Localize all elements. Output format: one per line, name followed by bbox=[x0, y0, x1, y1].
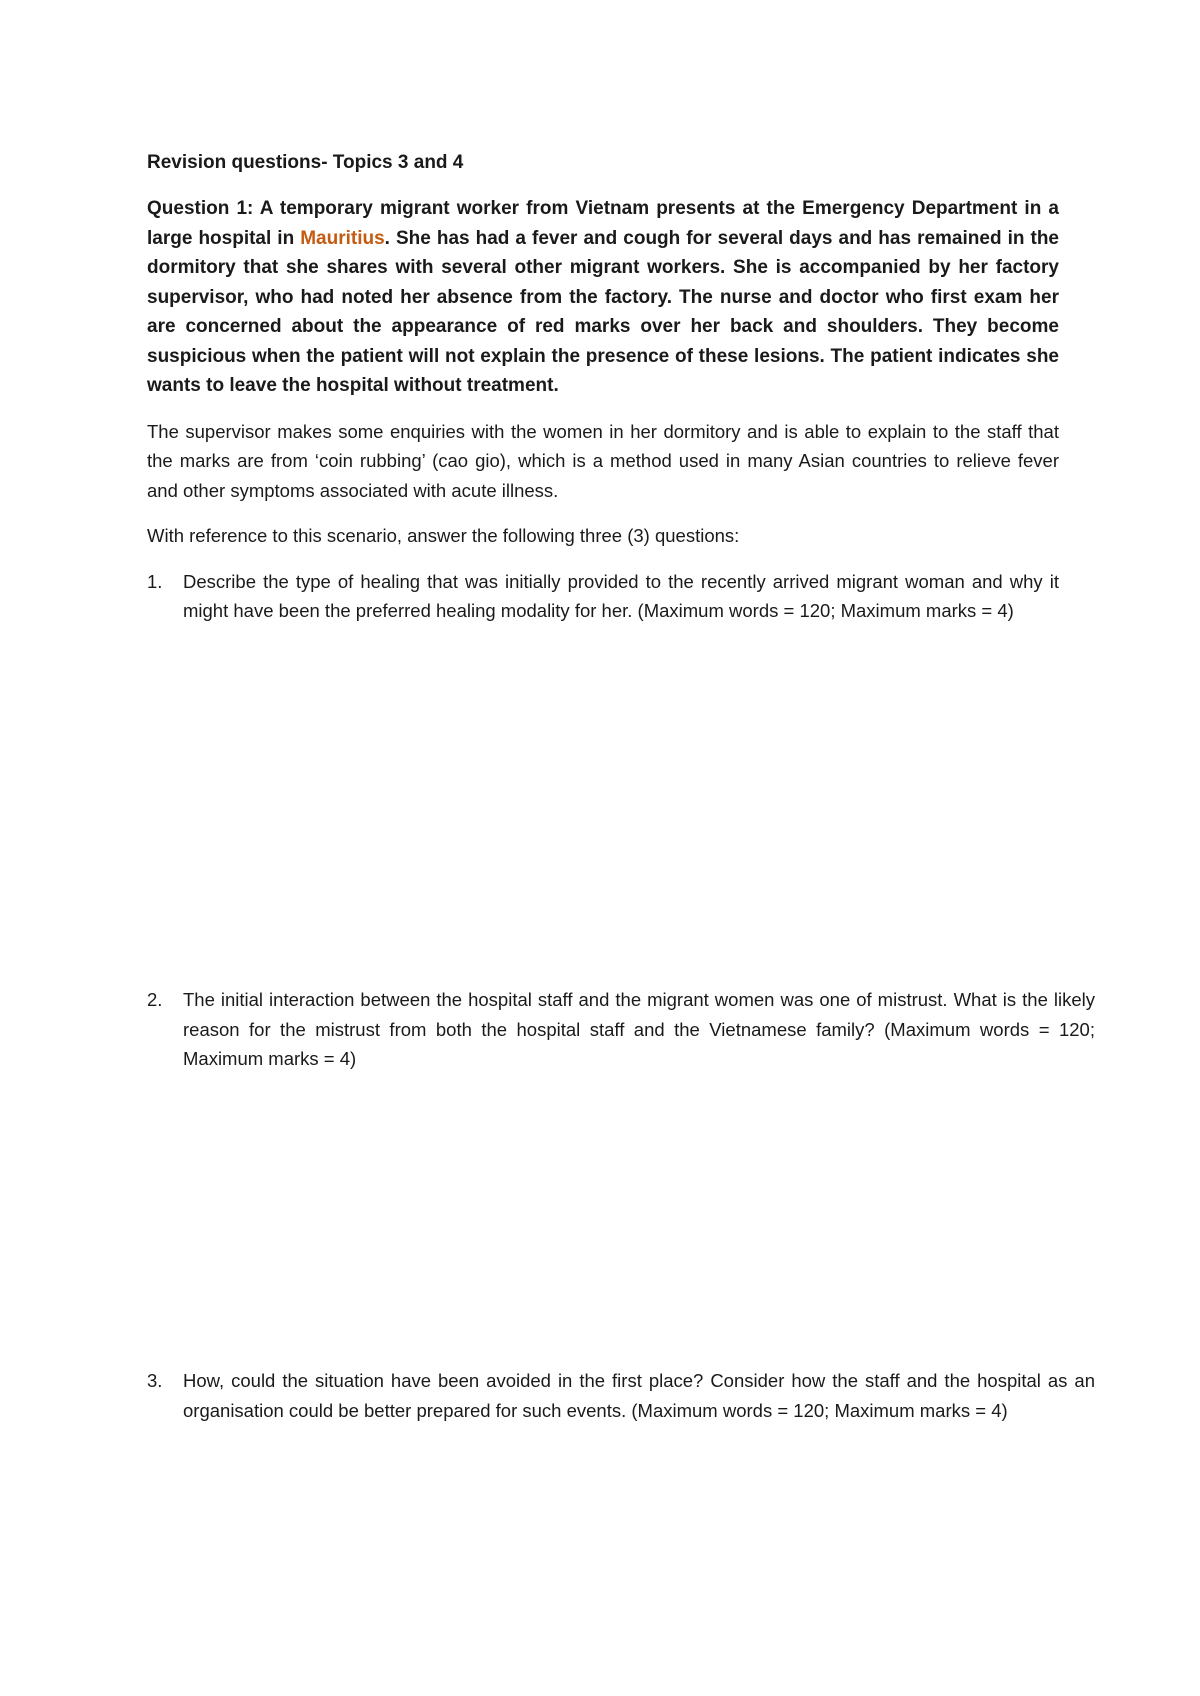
question-text: How, could the situation have been avoided in the first place? Consider how the staff and the hospital as an organisation could be better prepared for such events. (Maximum words = 120; Maximum marks = 4) bbox=[183, 1370, 1095, 1421]
question-number: 3. bbox=[147, 1370, 163, 1391]
question-text: Describe the type of healing that was initially provided to the recently arrived migrant woman and why it might have been the preferred healing modality for her. (Maximum words = 120; Maximum marks = 4) bbox=[183, 570, 1059, 621]
scenario-text-part1: Question 1: A temporary migrant worker from Vietnam presents at the Emergency Department in a large hospital in bbox=[147, 198, 1059, 249]
instruction-paragraph: With reference to this scenario, answer the following three (3) questions: bbox=[147, 525, 740, 546]
question-number: 2. bbox=[147, 989, 163, 1010]
scenario-highlight-country: Mauritius bbox=[300, 227, 385, 249]
question-item-2 bbox=[147, 985, 1095, 1074]
question-number: 1. bbox=[147, 570, 163, 592]
question-list bbox=[147, 567, 1095, 1421]
question-item-3 bbox=[147, 1366, 1095, 1425]
question-item-1 bbox=[147, 567, 1059, 626]
supervisor-paragraph: The supervisor makes some enquiries with the women in her dormitory and is able to explain to the staff that the marks are from ‘coin rubbing’ (cao gio), which is a method used in many Asian countries to relieve fever and other symptoms associated with acute illness. bbox=[147, 420, 1059, 501]
scenario-paragraph bbox=[147, 194, 1059, 401]
document-page bbox=[147, 148, 1095, 1421]
document-title: Revision questions- Topics 3 and 4 bbox=[147, 152, 464, 173]
question-text: The initial interaction between the hospital staff and the migrant women was one of mistrust. What is the likely reason for the mistrust from both the hospital staff and the Vietnamese family? (Maximum words = 120; Maximum marks = 4) bbox=[183, 989, 1095, 1069]
scenario-text-part2: . She has had a fever and cough for several days and has remained in the dormitory that she shares with several other migrant workers. She is accompanied by her factory supervisor, who had noted her absence from the factory. The nurse and doctor who first exam her are concerned about the appearance of red marks over her back and shoulders. They become suspicious when the patient will not explain the presence of these lesions. The patient indicates she wants to leave the hospital without treatment. bbox=[147, 227, 1059, 396]
